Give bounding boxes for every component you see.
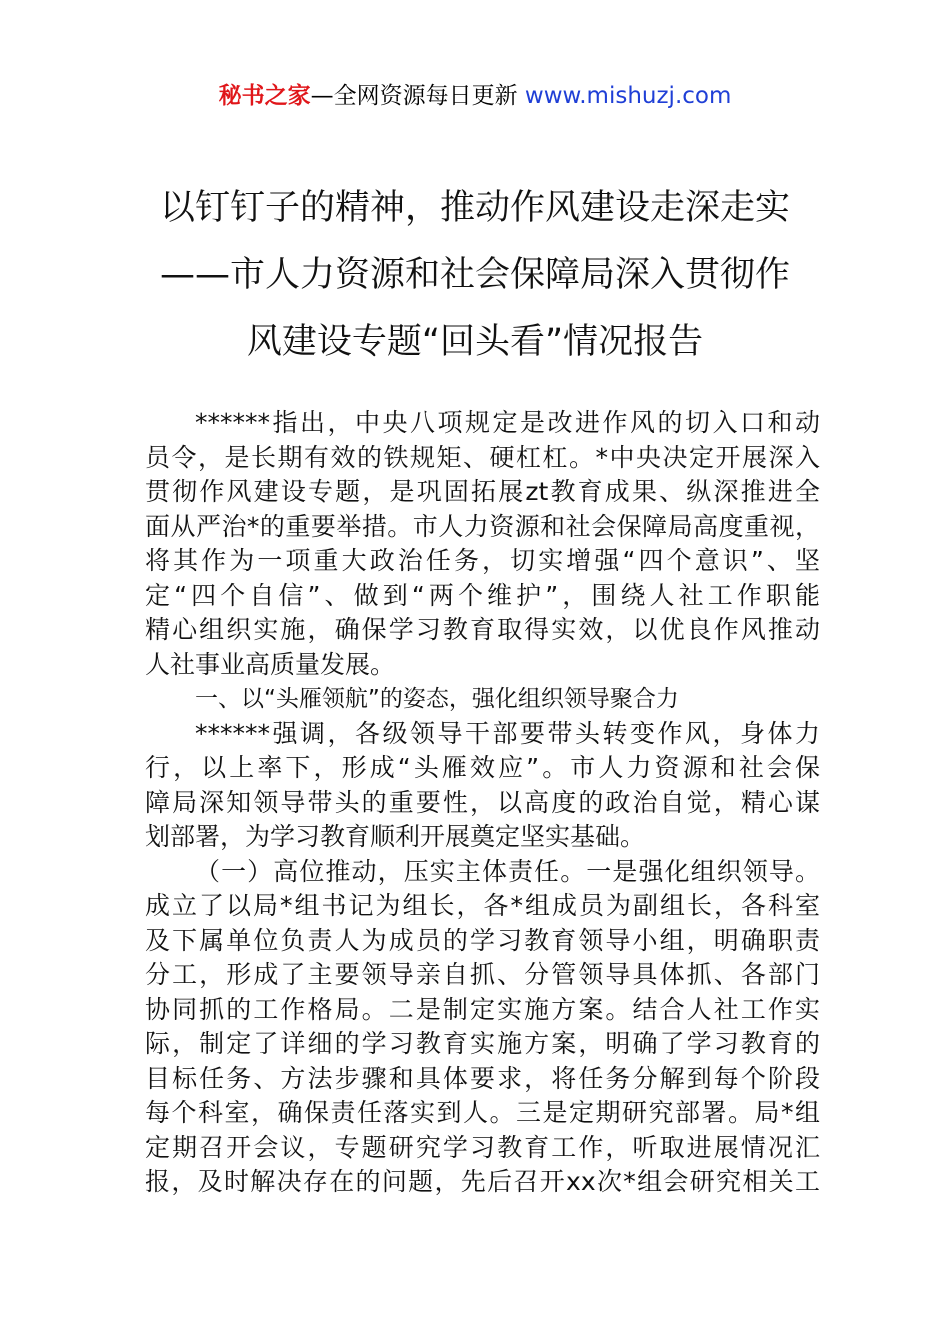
title-line: 以钉钉子的精神，推动作风建设走深走实 xyxy=(159,188,790,228)
title-line: ——市人力资源和社会保障局深入贯彻作 xyxy=(159,255,790,295)
paragraph-line: ******指出，中央八项规定是改进作风的切入口和动 xyxy=(195,408,820,437)
paragraph-line: 际，制定了详细的学习教育实施方案，明确了学习教育的 xyxy=(145,1029,820,1058)
paragraph-line: 分工，形成了主要领导亲自抓、分管领导具体抓、各部门 xyxy=(145,960,820,989)
paragraph-line: 人社事业高质量发展。 xyxy=(145,649,396,679)
paragraph-line: 协同抓的工作格局。二是制定实施方案。结合人社工作实 xyxy=(145,994,820,1024)
paragraph-line: 障局深知领导带头的重要性，以高度的政治自觉，精心谋 xyxy=(145,787,820,817)
document-body xyxy=(145,406,820,1200)
site-name: 秘书之家 xyxy=(218,83,311,109)
paragraph-line: 将其作为一项重大政治任务，切实增强“四个意识”、坚 xyxy=(145,546,820,575)
paragraph-line: 面从严治*的重要举措。市人力资源和社会保障局高度重视， xyxy=(145,511,820,541)
paragraph-line: 贯彻作风建设专题，是巩固拓展zt教育成果、纵深推进全 xyxy=(145,477,820,506)
site-tagline: —全网资源每日更新 xyxy=(310,83,518,109)
paragraph-line: 每个科室，确保责任落实到人。三是定期研究部署。局*组 xyxy=(145,1098,820,1127)
paragraph-line: 划部署，为学习教育顺利开展奠定坚实基础。 xyxy=(145,822,646,851)
paragraph-line: 定期召开会议，专题研究学习教育工作，听取进展情况汇 xyxy=(145,1132,820,1162)
paragraph-line: 成立了以局*组书记为组长，各*组成员为副组长，各科室 xyxy=(145,891,820,920)
paragraph-line: ******强调，各级领导干部要带头转变作风，身体力 xyxy=(195,718,820,748)
paragraph-line: 精心组织实施，确保学习教育取得实效，以优良作风推动 xyxy=(145,615,820,644)
paragraph-line: 目标任务、方法步骤和具体要求，将任务分解到每个阶段 xyxy=(145,1063,820,1093)
paragraph-line: （一）高位推动，压实主体责任。一是强化组织领导。 xyxy=(195,856,820,886)
paragraph-line: 行，以上率下，形成“头雁效应”。市人力资源和社会保 xyxy=(145,753,820,782)
site-header xyxy=(0,80,950,112)
paragraph-line: 定“四个自信”、做到“两个维护”，围绕人社工作职能 xyxy=(145,580,820,610)
site-url-link[interactable]: www.mishuzj.com xyxy=(524,83,732,109)
paragraph-line: 员令，是长期有效的铁规矩、硬杠杠。*中央决定开展深入 xyxy=(145,442,820,472)
section-heading: 一、以“头雁领航”的姿态，强化组织领导聚合力 xyxy=(195,686,679,712)
document-title xyxy=(0,175,950,376)
paragraph-line: 报，及时解决存在的问题，先后召开xx次*组会研究相关工 xyxy=(145,1167,820,1196)
title-line: 风建设专题“回头看”情况报告 xyxy=(246,322,704,362)
paragraph-line: 及下属单位负责人为成员的学习教育领导小组，明确职责 xyxy=(145,925,820,955)
